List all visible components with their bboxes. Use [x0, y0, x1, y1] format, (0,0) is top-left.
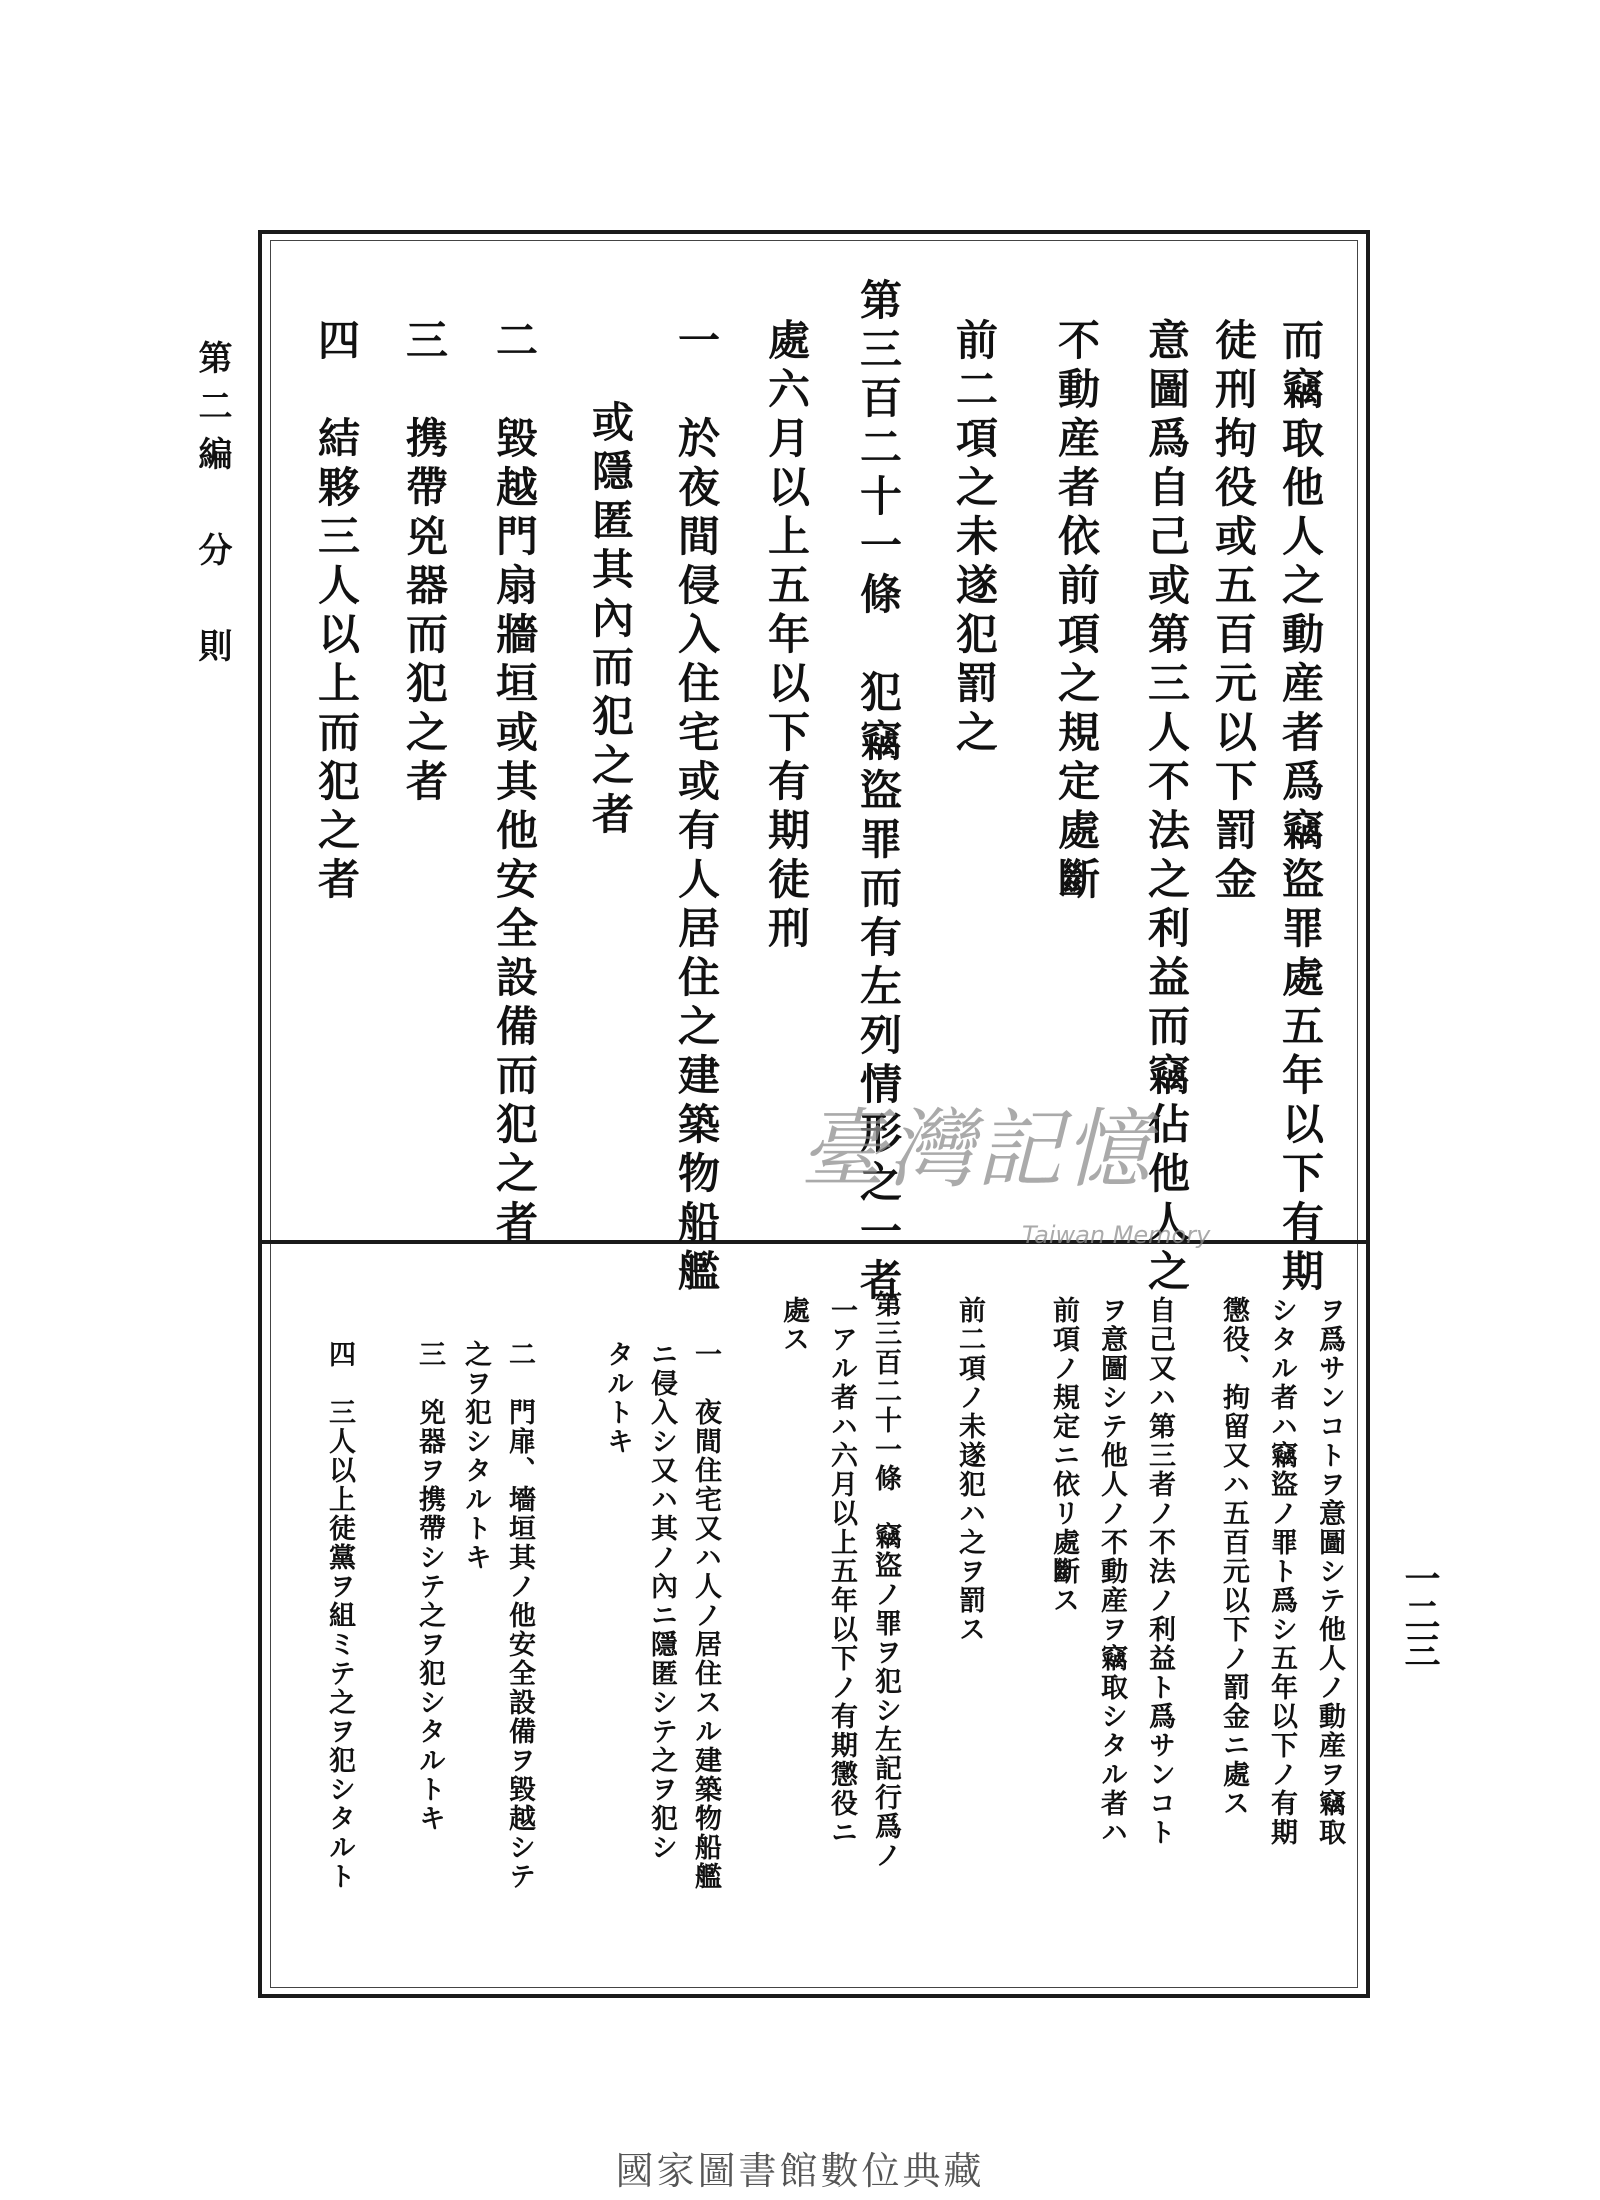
lower-column: 自己又ハ第三者ノ不法ノ利益ト爲サンコト — [1144, 1296, 1175, 1847]
upper-column: 徒刑拘役或五百元以下罰金 — [1209, 318, 1258, 906]
upper-column: 一 於夜間侵入住宅或有人居住之建築物船艦 — [672, 318, 721, 1298]
lower-column: 之ヲ犯シタルトキ — [460, 1340, 491, 1572]
lower-column: 前項ノ規定ニ依リ處斷ス — [1048, 1296, 1079, 1615]
page-number: 一二三 — [1399, 1560, 1441, 1668]
lower-column: 一 夜間住宅又ハ人ノ居住スル建築物船艦 — [690, 1340, 721, 1891]
upper-column: 四 結夥三人以上而犯之者 — [312, 318, 361, 906]
lower-column: 處ス — [778, 1296, 809, 1354]
upper-column: 二 毀越門扇牆垣或其他安全設備而犯之者 — [490, 318, 539, 1249]
upper-column: 或隱匿其內而犯之者 — [586, 400, 635, 841]
upper-column: 意圖爲自己或第三人不法之利益而竊佔他人之 — [1142, 318, 1191, 1298]
margin-header: 第二編 分 則 — [192, 340, 232, 676]
upper-column: 不動産者依前項之規定處斷 — [1052, 318, 1101, 906]
lower-column: 三 兇器ヲ携帶シテ之ヲ犯シタルトキ — [414, 1340, 445, 1833]
lower-column: 一アル者ハ六月以上五年以下ノ有期懲役ニ — [826, 1296, 857, 1847]
lower-column: 四 三人以上徒黨ヲ組ミテ之ヲ犯シタルト — [324, 1340, 355, 1891]
watermark-subtitle: Taiwan Memory — [1022, 1221, 1211, 1249]
lower-column: 前二項ノ未遂犯ハ之ヲ罰ス — [954, 1296, 985, 1644]
lower-column: 二 門扉、墻垣其ノ他安全設備ヲ毀越シテ — [504, 1340, 535, 1891]
upper-column: 前二項之未遂犯罰之 — [950, 318, 999, 759]
lower-column: 懲役、拘留又ハ五百元以下ノ罰金ニ處ス — [1218, 1296, 1249, 1818]
lower-column: シタル者ハ竊盜ノ罪ト爲シ五年以下ノ有期 — [1266, 1296, 1297, 1847]
upper-column: 處六月以上五年以下有期徒刑 — [762, 318, 811, 955]
footer-credit: 國家圖書館數位典藏 — [615, 2149, 985, 2193]
lower-column: ヲ意圖シテ他人ノ不動産ヲ竊取シタル者ハ — [1096, 1296, 1127, 1847]
upper-column: 而竊取他人之動産者爲竊盜罪處五年以下有期 — [1276, 318, 1325, 1298]
lower-column: タルトキ — [602, 1340, 633, 1456]
lower-column: 第三百二十一條 竊盜ノ罪ヲ犯シ左記行爲ノ — [870, 1290, 901, 1870]
lower-column: ニ侵入シ又ハ其ノ內ニ隱匿シテ之ヲ犯シ — [646, 1340, 677, 1862]
upper-column: 第三百二十一條 犯竊盜罪而有左列情形之一者 — [854, 278, 903, 1307]
watermark-title: 臺灣記憶 — [800, 1100, 1152, 1200]
upper-column: 三 携帶兇器而犯之者 — [400, 318, 449, 808]
lower-column: ヲ爲サンコトヲ意圖シテ他人ノ動産ヲ竊取 — [1314, 1296, 1345, 1847]
watermark-logo — [800, 1095, 1280, 1265]
